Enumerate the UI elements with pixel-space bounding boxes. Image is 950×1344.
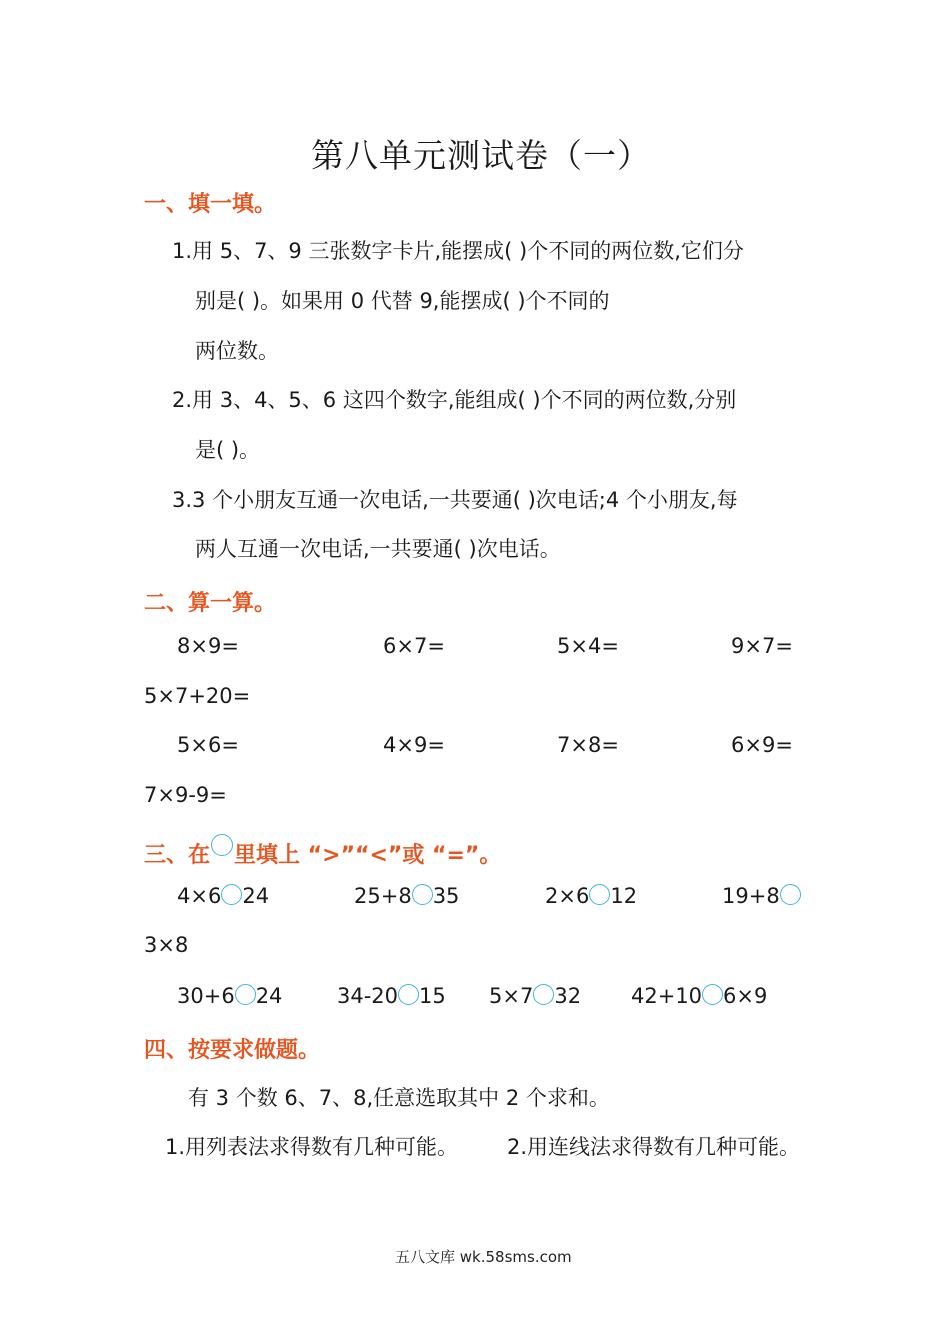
section-heading-compare <box>144 834 501 869</box>
question-1-line-1: 1.用 5、7、9 三张数字卡片,能摆成( )个不同的两位数,它们分 <box>172 239 744 263</box>
compare-left: 34-20 <box>337 984 399 1008</box>
compare-left: 19+8 <box>722 884 780 908</box>
compare-right: 35 <box>432 884 460 908</box>
answer-circle[interactable] <box>780 884 801 905</box>
section-heading-suffix: 里填上 “>”“<”或 “=”。 <box>234 843 502 868</box>
question-3-line-1: 3.3 个小朋友互通一次电话,一共要通( )次电话;4 个小朋友,每 <box>172 488 738 512</box>
compare-left: 30+6 <box>177 984 235 1008</box>
footer-watermark: 五八文库 wk.58sms.com <box>395 1248 572 1266</box>
compare-item <box>631 984 767 1008</box>
calc-item: 5×4= <box>557 634 619 658</box>
compare-item <box>177 884 269 908</box>
section-heading-prefix: 三、在 <box>144 843 211 868</box>
task-sub-1: 1.用列表法求得数有几种可能。 <box>165 1135 459 1159</box>
compare-right: 6×9 <box>723 984 768 1008</box>
task-sub-2: 2.用连线法求得数有几种可能。 <box>507 1135 801 1159</box>
question-1-line-3: 两位数。 <box>195 339 279 363</box>
calc-item: 7×8= <box>557 733 619 757</box>
compare-right: 32 <box>554 984 582 1008</box>
page-title: 第八单元测试卷（一） <box>311 136 651 175</box>
compare-item-continued: 3×8 <box>144 933 189 957</box>
calc-item: 6×9= <box>731 733 793 757</box>
question-2-line-2: 是( )。 <box>195 438 261 462</box>
answer-circle[interactable] <box>589 884 610 905</box>
compare-item <box>337 984 446 1008</box>
answer-circle[interactable] <box>702 984 723 1005</box>
section-heading-calc: 二、算一算。 <box>144 591 277 616</box>
calc-item: 7×9-9= <box>144 783 227 807</box>
compare-item <box>545 884 637 908</box>
compare-item <box>177 984 282 1008</box>
compare-left: 42+10 <box>631 984 703 1008</box>
calc-item: 8×9= <box>177 634 239 658</box>
compare-left: 2×6 <box>545 884 590 908</box>
compare-right: 24 <box>255 984 283 1008</box>
calc-item: 6×7= <box>383 634 445 658</box>
compare-right: 24 <box>242 884 270 908</box>
task-intro: 有 3 个数 6、7、8,任意选取其中 2 个求和。 <box>188 1086 610 1110</box>
question-3-line-2: 两人互通一次电话,一共要通( )次电话。 <box>195 537 561 561</box>
calc-item: 5×7+20= <box>144 684 251 708</box>
compare-item <box>354 884 459 908</box>
section-heading-task: 四、按要求做题。 <box>144 1038 321 1063</box>
compare-right: 15 <box>419 984 446 1008</box>
answer-circle[interactable] <box>533 984 554 1005</box>
question-2-line-1: 2.用 3、4、5、6 这四个数字,能组成( )个不同的两位数,分别 <box>172 388 737 412</box>
compare-item <box>489 984 581 1008</box>
answer-circle[interactable] <box>221 884 242 905</box>
calc-item: 5×6= <box>177 733 239 757</box>
compare-left: 5×7 <box>489 984 534 1008</box>
compare-left: 4×6 <box>177 884 222 908</box>
answer-circle[interactable] <box>412 884 433 905</box>
answer-circle[interactable] <box>235 984 256 1005</box>
question-1-line-2: 别是( )。如果用 0 代替 9,能摆成( )个不同的 <box>195 289 610 313</box>
section-heading-fill: 一、填一填。 <box>144 192 277 217</box>
compare-left: 25+8 <box>354 884 412 908</box>
compare-right: 12 <box>610 884 638 908</box>
circle-icon <box>211 834 233 856</box>
compare-item <box>722 884 801 908</box>
calc-item: 9×7= <box>731 634 793 658</box>
answer-circle[interactable] <box>398 984 419 1005</box>
calc-item: 4×9= <box>383 733 445 757</box>
